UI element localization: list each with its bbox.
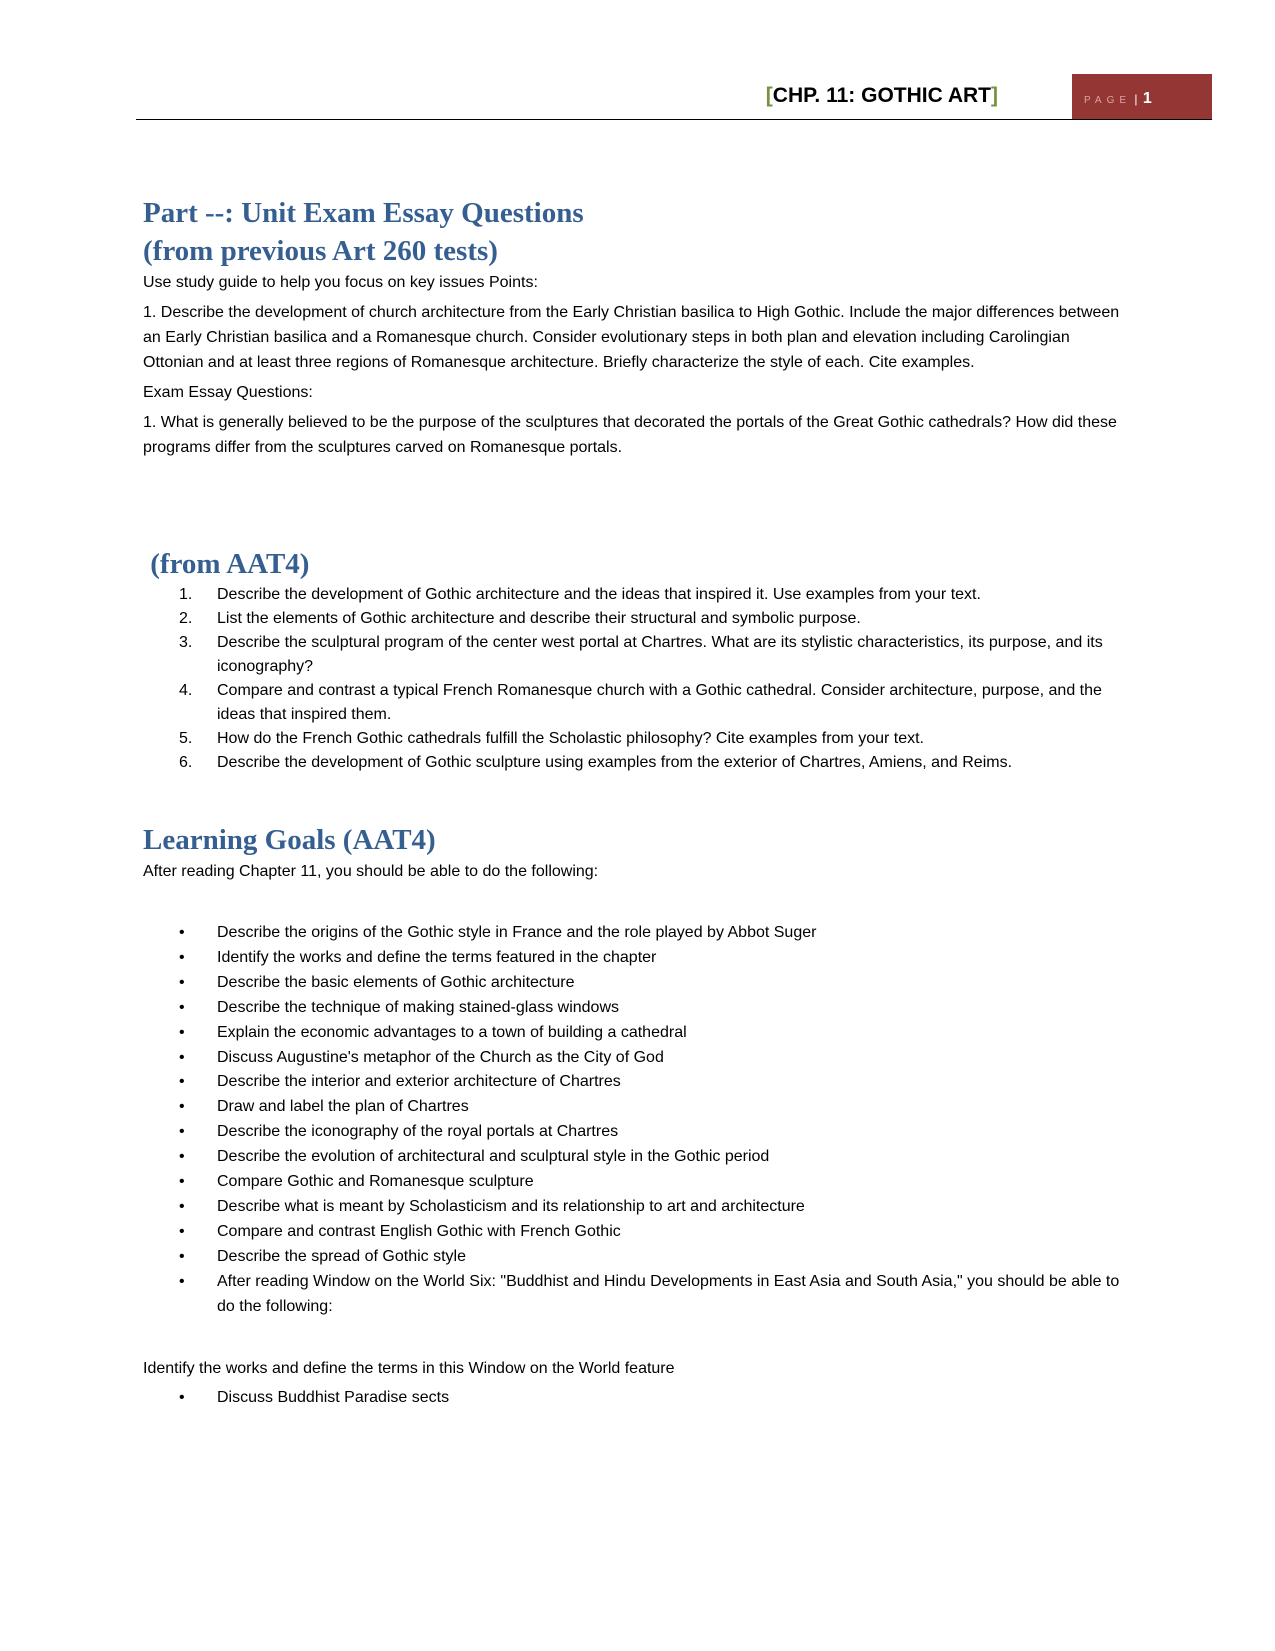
goal-item xyxy=(143,1145,1129,1170)
list-item-number: 3. xyxy=(179,634,193,651)
goal-text: Describe the origins of the Gothic style in France and the role played by Abbot Suger xyxy=(217,924,817,941)
part-heading xyxy=(143,194,1129,270)
aat4-question-item xyxy=(143,607,1129,631)
goal-item xyxy=(143,1245,1129,1270)
bullet-icon: • xyxy=(179,1073,185,1091)
goal-item xyxy=(143,1021,1129,1046)
chapter-title xyxy=(766,84,998,108)
list-item-number: 5. xyxy=(179,730,193,747)
aat4-question-item xyxy=(143,727,1129,751)
page-number: 1 xyxy=(1142,90,1152,107)
list-item-number: 1. xyxy=(179,586,193,603)
bullet-icon: • xyxy=(179,998,185,1016)
list-item-text: Describe the development of Gothic architecture and the ideas that inspired it. Use examples from your text. xyxy=(217,586,981,603)
page-number-box xyxy=(1072,74,1212,120)
goal-text: Explain the economic advantages to a town of building a cathedral xyxy=(217,1023,687,1041)
goal-text: Discuss Augustine's metaphor of the Church as the City of God xyxy=(217,1048,664,1066)
goal-item xyxy=(143,1046,1129,1071)
list-item-number: 2. xyxy=(179,610,193,627)
goal-item xyxy=(143,1070,1129,1095)
goal-item xyxy=(143,1120,1129,1145)
goal-item xyxy=(143,1270,1129,1320)
goals-heading: Learning Goals (AAT4) xyxy=(143,824,436,856)
goal-text: Describe the spread of Gothic style xyxy=(217,1247,467,1265)
window-goals-list xyxy=(143,1386,1129,1411)
goal-text: Describe the technique of making stained-glass windows xyxy=(217,998,619,1016)
bullet-icon: • xyxy=(179,924,185,941)
bullet-icon: • xyxy=(179,1023,185,1041)
spacer xyxy=(149,889,1129,921)
bullet-icon: • xyxy=(179,1247,185,1265)
spacer xyxy=(149,1320,1129,1356)
goal-text: Identify the works and define the terms featured in the chapter xyxy=(217,948,657,966)
goal-item xyxy=(143,971,1129,996)
bullet-icon: • xyxy=(179,1148,185,1166)
spacer xyxy=(149,465,1129,545)
goal-item xyxy=(143,996,1129,1021)
page-header xyxy=(136,74,1212,120)
goal-text: After reading Window on the World Six: "Buddhist and Hindu Developments in East Asia and South Asia," you should be able to do the following: xyxy=(217,1272,1120,1315)
page-label: PAGE xyxy=(1084,95,1132,106)
part-intro: Use study guide to help you focus on key issues Points: xyxy=(143,274,538,291)
goal-text: Describe the evolution of architectural and sculptural style in the Gothic period xyxy=(217,1148,770,1166)
bullet-icon: • xyxy=(179,948,185,966)
list-item-text: Describe the sculptural program of the center west portal at Chartres. What are its stylistic characteristics, its purpose, and its iconography? xyxy=(217,634,1103,675)
bullet-icon: • xyxy=(179,973,185,991)
goal-item xyxy=(143,946,1129,971)
goals-list xyxy=(143,921,1129,1320)
goal-item xyxy=(143,921,1129,946)
list-item-number: 4. xyxy=(179,682,193,699)
aat4-question-item xyxy=(143,583,1129,607)
goal-text: Describe the iconography of the royal portals at Chartres xyxy=(217,1123,619,1141)
aat4-question-item xyxy=(143,679,1129,727)
bullet-icon: • xyxy=(179,1272,185,1290)
goal-text: Describe the basic elements of Gothic architecture xyxy=(217,973,575,991)
part-heading-line2: (from previous Art 260 tests) xyxy=(143,235,498,267)
document-body xyxy=(143,194,1129,1410)
goal-text: Describe the interior and exterior architecture of Chartres xyxy=(217,1073,621,1091)
goal-text: Compare Gothic and Romanesque sculpture xyxy=(217,1173,534,1191)
part-question-1: 1. Describe the development of church architecture from the Early Christian basilica to High Gothic. Include the major differences between an Early Christian basilica and a Romanesque church. Consider evolutionary steps in both plan and elevation including Carolingian Ottonian and at least three regions of Romanesque architecture. Briefly characterize the style of each. Cite examples. xyxy=(143,304,1120,371)
goal-text: Compare and contrast English Gothic with French Gothic xyxy=(217,1222,621,1240)
list-item-text: Compare and contrast a typical French Romanesque church with a Gothic cathedral. Consider architecture, purpose, and the ideas that inspired them. xyxy=(217,682,1102,723)
spacer xyxy=(149,775,1129,821)
bracket-open: [ xyxy=(765,84,773,107)
bullet-icon: • xyxy=(179,1222,185,1240)
goal-item xyxy=(143,1386,1129,1411)
bullet-icon: • xyxy=(179,1048,185,1066)
exam-label: Exam Essay Questions: xyxy=(143,384,313,401)
list-item-text: Describe the development of Gothic sculpture using examples from the exterior of Chartres, Amiens, and Reims. xyxy=(217,754,1013,771)
header-rule xyxy=(136,119,1212,120)
goal-item xyxy=(143,1220,1129,1245)
aat4-question-item xyxy=(143,631,1129,679)
goal-item xyxy=(143,1170,1129,1195)
list-item-text: How do the French Gothic cathedrals fulfill the Scholastic philosophy? Cite examples from your text. xyxy=(217,730,924,747)
window-intro: Identify the works and define the terms in this Window on the World feature xyxy=(143,1359,675,1377)
aat4-heading: (from AAT4) xyxy=(143,548,310,580)
list-item-text: List the elements of Gothic architecture and describe their structural and symbolic purpose. xyxy=(217,610,861,627)
aat4-question-list xyxy=(143,583,1129,775)
bullet-icon: • xyxy=(179,1123,185,1141)
goals-intro: After reading Chapter 11, you should be able to do the following: xyxy=(143,863,599,880)
bullet-icon: • xyxy=(179,1098,185,1116)
exam-question-1: 1. What is generally believed to be the purpose of the sculptures that decorated the portals of the Great Gothic cathedrals? How did these programs differ from the sculptures carved on Romanesque portals. xyxy=(143,414,1117,456)
goal-item xyxy=(143,1095,1129,1120)
goal-text: Describe what is meant by Scholasticism and its relationship to art and architecture xyxy=(217,1197,805,1215)
chapter-title-text: CHP. 11: GOTHIC ART xyxy=(772,84,991,107)
goal-text: Discuss Buddhist Paradise sects xyxy=(217,1388,450,1406)
bullet-icon: • xyxy=(179,1388,185,1406)
bullet-icon: • xyxy=(179,1173,185,1191)
goal-text: Draw and label the plan of Chartres xyxy=(217,1098,469,1116)
bracket-close: ] xyxy=(991,84,998,107)
goal-item xyxy=(143,1195,1129,1220)
part-heading-line1: Part --: Unit Exam Essay Questions xyxy=(143,197,584,229)
page-separator: | xyxy=(1134,92,1138,106)
bullet-icon: • xyxy=(179,1197,185,1215)
aat4-question-item xyxy=(143,751,1129,775)
list-item-number: 6. xyxy=(179,754,193,771)
